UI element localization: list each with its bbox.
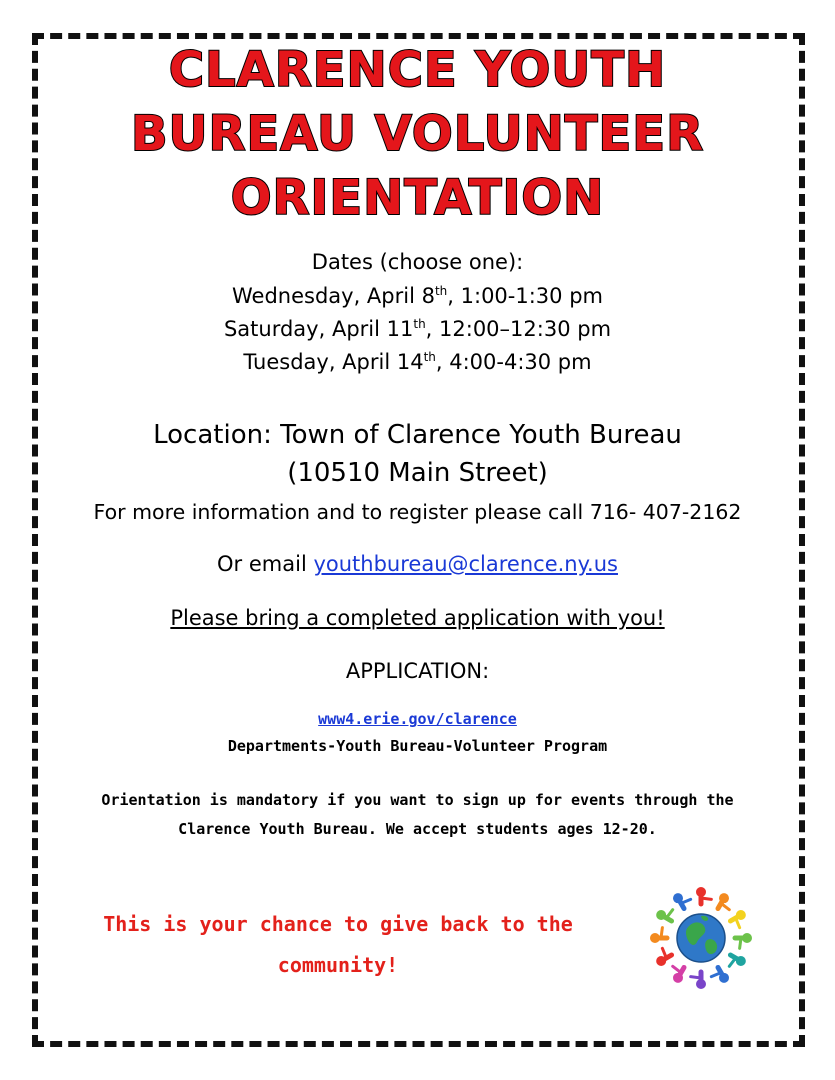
location-line: Location: Town of Clarence Youth Bureau (153, 420, 682, 450)
date-1-time: , 1:00-1:30 pm (447, 284, 603, 308)
person-arm (661, 928, 662, 938)
globe-with-people-icon (645, 882, 757, 994)
date-1-main: Wednesday, April 8 (232, 284, 435, 308)
email-prefix: Or email (217, 552, 314, 576)
person-arm (666, 910, 672, 918)
person-arm (701, 898, 711, 899)
person-arm (673, 966, 681, 972)
date-3-suffix: th (423, 350, 436, 364)
person-arm (729, 958, 735, 966)
email-line (0, 552, 835, 576)
date-3-main: Tuesday, April 14 (243, 350, 424, 374)
title-line-1: CLARENCE YOUTH (168, 42, 667, 98)
chance-line-1: This is your chance to give back to the (103, 912, 573, 936)
phone-info: For more information and to register please call 716- 407-2162 (93, 500, 742, 524)
application-heading: APPLICATION: (345, 659, 490, 683)
title-line-2: BUREAU VOLUNTEER (130, 106, 705, 162)
email-link[interactable]: youthbureau@clarence.ny.us (313, 552, 618, 576)
date-3-time: , 4:00-4:30 pm (435, 350, 592, 374)
date-2-time: , 12:00–12:30 pm (425, 317, 612, 341)
orientation-note-line-2: Clarence Youth Bureau. We accept students ages 12-20. (178, 820, 657, 838)
chance-line-2: community! (277, 953, 399, 977)
location-address: (10510 Main Street) (287, 458, 548, 488)
application-link[interactable]: www4.erie.gov/clarence (318, 710, 517, 728)
date-2-suffix: th (413, 317, 426, 331)
date-option-2 (0, 317, 835, 341)
person-arm (721, 903, 729, 909)
bring-application-note: Please bring a completed application with you! (170, 606, 665, 630)
date-1-suffix: th (434, 284, 448, 298)
date-option-3 (0, 350, 835, 374)
orientation-note-line-1: Orientation is mandatory if you want to sign up for events through the (101, 791, 734, 809)
application-path: Departments-Youth Bureau-Volunteer Program (227, 737, 608, 755)
title-line-3: ORIENTATION (230, 170, 605, 226)
person-arm (740, 938, 741, 948)
dates-heading: Dates (choose one): (311, 250, 524, 274)
application-url-line (0, 710, 835, 728)
date-2-main: Saturday, April 11 (223, 317, 414, 341)
date-option-1 (0, 284, 835, 308)
person-arm (691, 977, 701, 978)
